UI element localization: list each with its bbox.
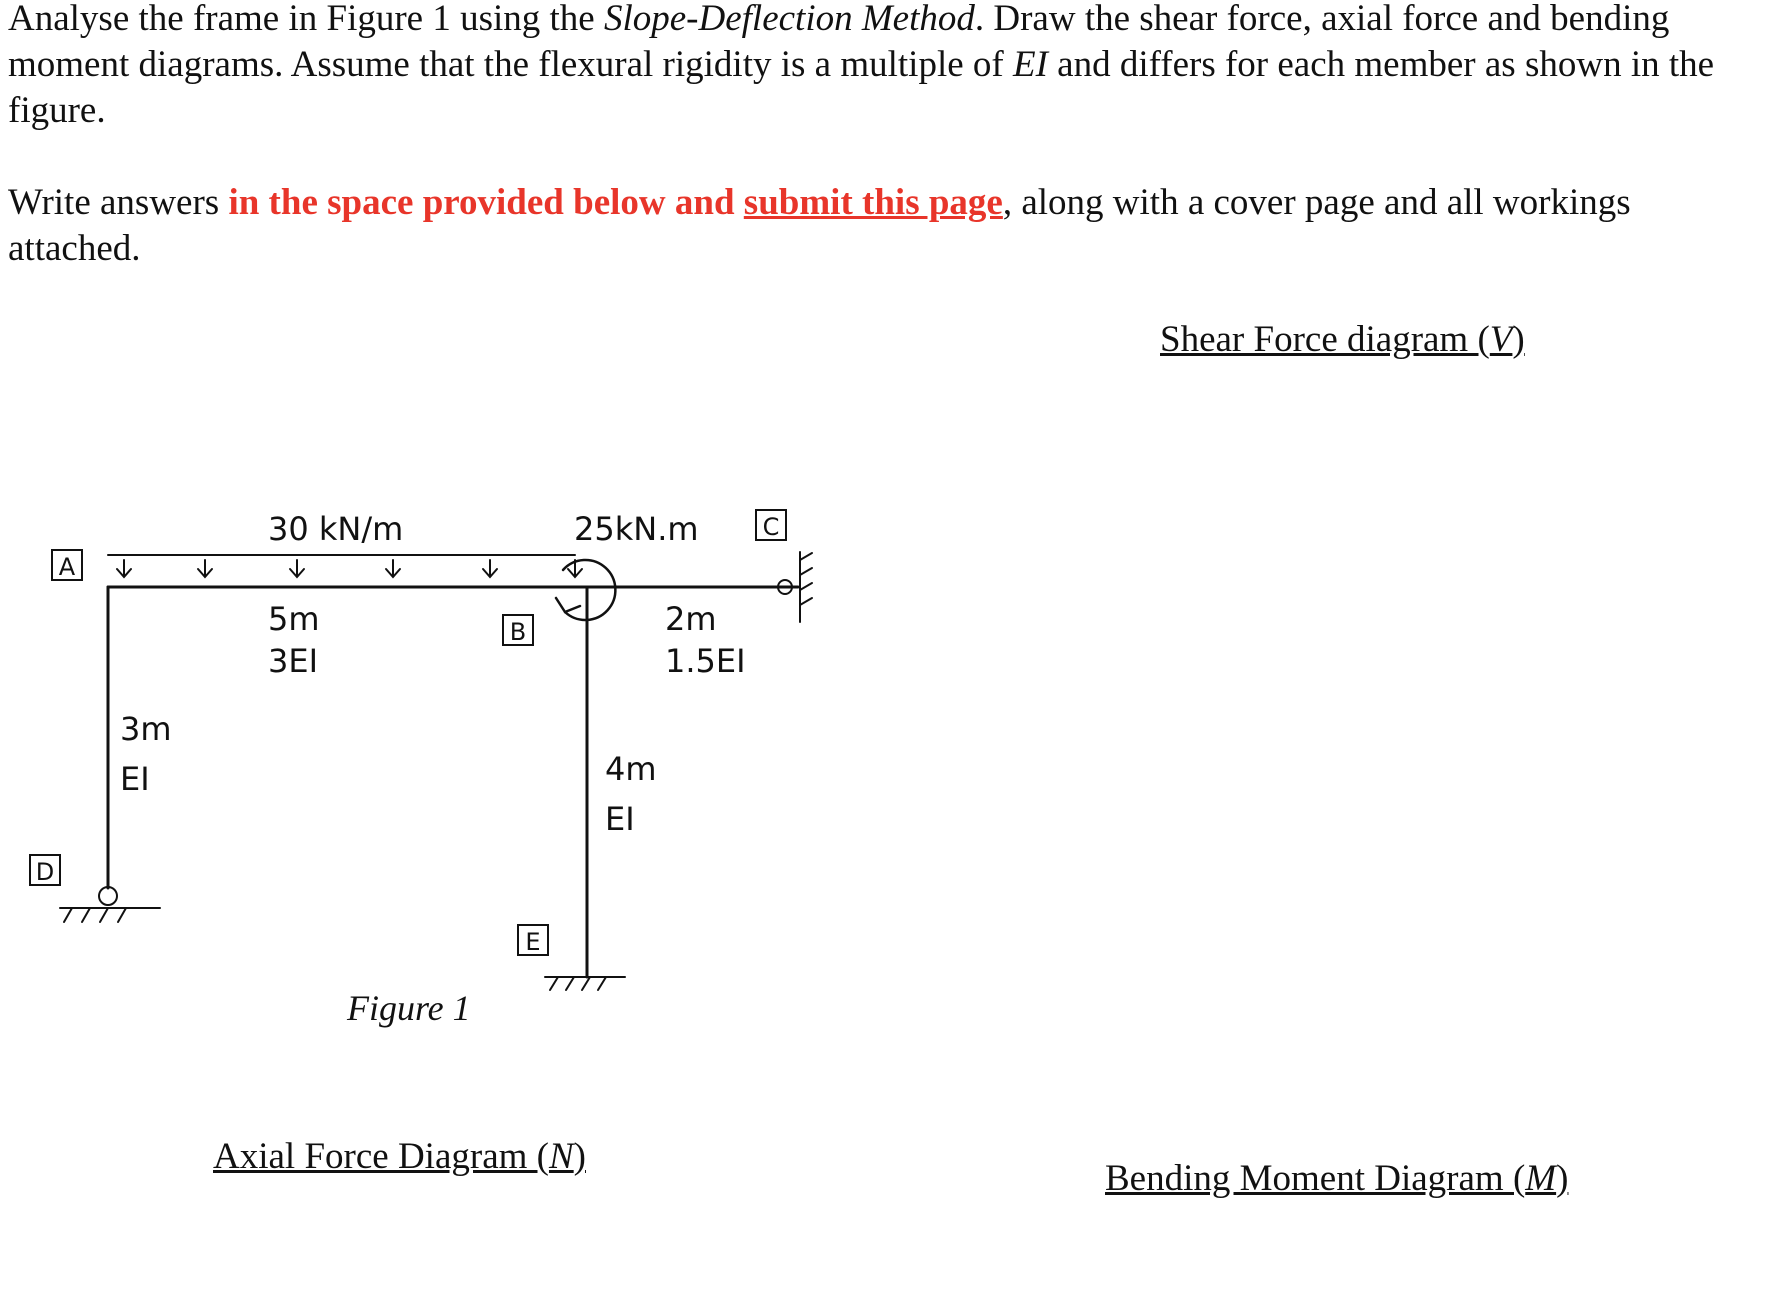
ei-term: EI: [1012, 44, 1048, 85]
node-d-label: D: [35, 858, 55, 886]
node-a-label: A: [58, 553, 76, 581]
member-be-rigidity: EI: [605, 800, 635, 838]
shear-heading-prefix: Shear Force diagram (: [1160, 319, 1490, 360]
frame-figure: [0, 480, 860, 1040]
intro-text-1: Analyse the frame in Figure 1 using the: [8, 0, 604, 39]
distributed-load-label: 30 kN/m: [268, 510, 404, 548]
intro-paragraph: [8, 0, 1758, 134]
axial-heading-prefix: Axial Force Diagram (: [213, 1136, 549, 1177]
distributed-load: [108, 555, 582, 577]
moment-heading-suffix: ): [1556, 1158, 1569, 1199]
moment-variable: M: [1525, 1158, 1557, 1199]
member-bc-rigidity: 1.5EI: [665, 642, 746, 680]
intro-text-3: and differs for each member as shown in the figure.: [8, 44, 1715, 131]
axial-variable: N: [548, 1136, 574, 1177]
instructions-text-2: , along with a cover page and all workings attached.: [8, 182, 1631, 269]
figure-caption: Figure 1: [347, 988, 471, 1028]
applied-moment-label: 25kN.m: [574, 510, 699, 548]
submit-page-emphasis: submit this page: [743, 182, 1003, 223]
intro-text-2: . Draw the shear force, axial force and bending moment diagrams. Assume that the flexural rigidity is a multiple of: [8, 0, 1670, 85]
member-be-length: 4m: [605, 750, 657, 788]
node-c-label: C: [762, 513, 780, 541]
node-b-label: B: [509, 618, 527, 646]
axial-heading-suffix: ): [573, 1136, 586, 1177]
pin-support-icon: [60, 887, 160, 922]
bending-moment-heading: [1105, 1157, 1568, 1200]
member-ab-length: 5m: [268, 600, 320, 638]
moment-heading-prefix: Bending Moment Diagram (: [1105, 1158, 1526, 1199]
instructions-paragraph: [8, 180, 1758, 272]
shear-heading-suffix: ): [1512, 319, 1525, 360]
instructions-text-1: Write answers: [8, 182, 229, 223]
axial-force-heading: [213, 1135, 586, 1178]
member-ad-length: 3m: [120, 710, 172, 748]
shear-variable: V: [1489, 319, 1513, 360]
fixed-support-icon: [545, 977, 625, 990]
member-ab-rigidity: 3EI: [268, 642, 319, 680]
node-e-label: E: [525, 928, 541, 956]
member-ad-rigidity: EI: [120, 760, 150, 798]
method-name: Slope-Deflection Method: [603, 0, 975, 39]
member-bc-length: 2m: [665, 600, 717, 638]
shear-force-heading: [1160, 318, 1525, 361]
instructions-emphasis: in the space provided below and: [228, 182, 744, 223]
